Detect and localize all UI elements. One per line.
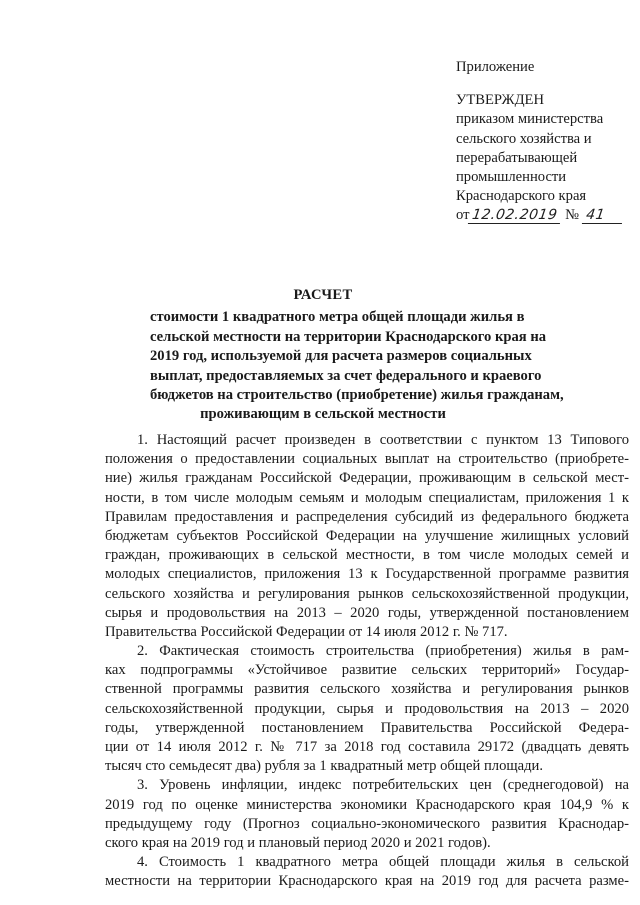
title-heading: РАСЧЕТ bbox=[293, 287, 353, 303]
body-line: 1. Настоящий расчет произведен в соответствии с пунктом 13 Типового bbox=[137, 432, 629, 448]
body-line: 2019 год по оценке министерства экономики Краснодарского края 104,9 % к bbox=[105, 796, 629, 813]
body-line: 4. Стоимость 1 квадратного метра общей площади жилья в сельской bbox=[137, 854, 629, 871]
body-line: ности, в том числе молодым семьям и молодым специалистам, приложения 1 к bbox=[105, 489, 629, 506]
body-line: бюджетам субъектов Российской Федерации на улучшение жилищных условий bbox=[105, 527, 629, 544]
title-line: стоимости 1 квадратного метра общей площади жилья в bbox=[150, 309, 525, 326]
body-line: ции от 14 июля 2012 г. № 717 за 2018 год составила 29172 (двадцать девять bbox=[105, 739, 629, 755]
body-line: ственной программы развития сельского хозяйства и регулирования рынков bbox=[105, 681, 629, 698]
approval-line: промышленности bbox=[456, 169, 567, 186]
approval-line: сельского хозяйства и bbox=[456, 130, 592, 147]
title-line: сельской местности на территории Краснодарского края на bbox=[150, 328, 547, 345]
approval-stamp bbox=[456, 58, 631, 226]
body-line: Правилам предоставления и распределения субсидий из федерального бюджета bbox=[105, 508, 629, 525]
body-line: годы, утвержденной постановлением Правительства Российской Федера- bbox=[105, 719, 629, 736]
number-sign: № bbox=[565, 207, 580, 224]
body-line: ние) жилья гражданам Российской Федерации, проживающим в сельской мест- bbox=[105, 470, 629, 487]
approval-line: приказом министерства bbox=[456, 111, 604, 128]
body-line: молодых специалистов, приложения 13 к Государственной программе развития bbox=[105, 566, 629, 583]
document-title bbox=[150, 286, 564, 425]
body-line: положения о предоставлении социальных выплат на строительство (приобрете- bbox=[105, 451, 629, 468]
body-line: местности на территории Краснодарского края на 2019 год для расчета разме- bbox=[105, 873, 629, 890]
title-line: 2019 год, используемой для расчета размеров социальных bbox=[150, 348, 532, 365]
title-line: проживающим в сельской местности bbox=[200, 406, 446, 423]
order-date-number-line bbox=[456, 206, 631, 225]
body-line: сельского хозяйства и регулирования рынков сельскохозяйственной продукции, bbox=[105, 585, 629, 602]
approval-line: перерабатывающей bbox=[456, 149, 578, 166]
document-body bbox=[105, 431, 629, 892]
appendix-label: Приложение bbox=[456, 59, 535, 75]
body-line: 2. Фактическая стоимость строительства (приобретения) жилья в рам- bbox=[137, 643, 629, 660]
from-prefix: от bbox=[456, 207, 470, 224]
handwritten-date: 12.02.2019 bbox=[468, 208, 562, 224]
body-line: Правительства Российской Федерации от 14 июля 2012 г. № 717. bbox=[105, 623, 508, 640]
body-line: граждан, проживающих в сельской местности, в том числе молодых семей и bbox=[105, 547, 629, 564]
body-line: тысяч сто семьдесят два) рубля за 1 квадратный метр общей площади. bbox=[105, 758, 543, 775]
title-line: выплат, предоставляемых за счет федерального и краевого bbox=[150, 367, 542, 384]
body-line: 3. Уровень инфляции, индекс потребительских цен (среднегодовой) на bbox=[137, 777, 629, 794]
body-line: сельскохозяйственной продукции, сырья и продовольствия на 2013 – 2020 bbox=[105, 700, 629, 717]
body-line: ского края на 2019 год и плановый период 2020 и 2021 годов). bbox=[105, 834, 491, 851]
handwritten-number: 41 bbox=[582, 208, 624, 224]
body-line: сырья и продовольствия на 2013 – 2020 годы, утвержденной постановлением bbox=[105, 604, 629, 621]
body-line: предыдущему году (Прогноз социально-экономического развития Краснодар- bbox=[105, 815, 629, 832]
approval-line: УТВЕРЖДЕН bbox=[456, 92, 544, 109]
title-line: бюджетов на строительство (приобретение) жилья гражданам, bbox=[150, 387, 564, 404]
body-line: ках подпрограммы «Устойчивое развитие сельских территорий» Государ- bbox=[105, 662, 629, 679]
approval-line: Краснодарского края bbox=[456, 188, 587, 205]
